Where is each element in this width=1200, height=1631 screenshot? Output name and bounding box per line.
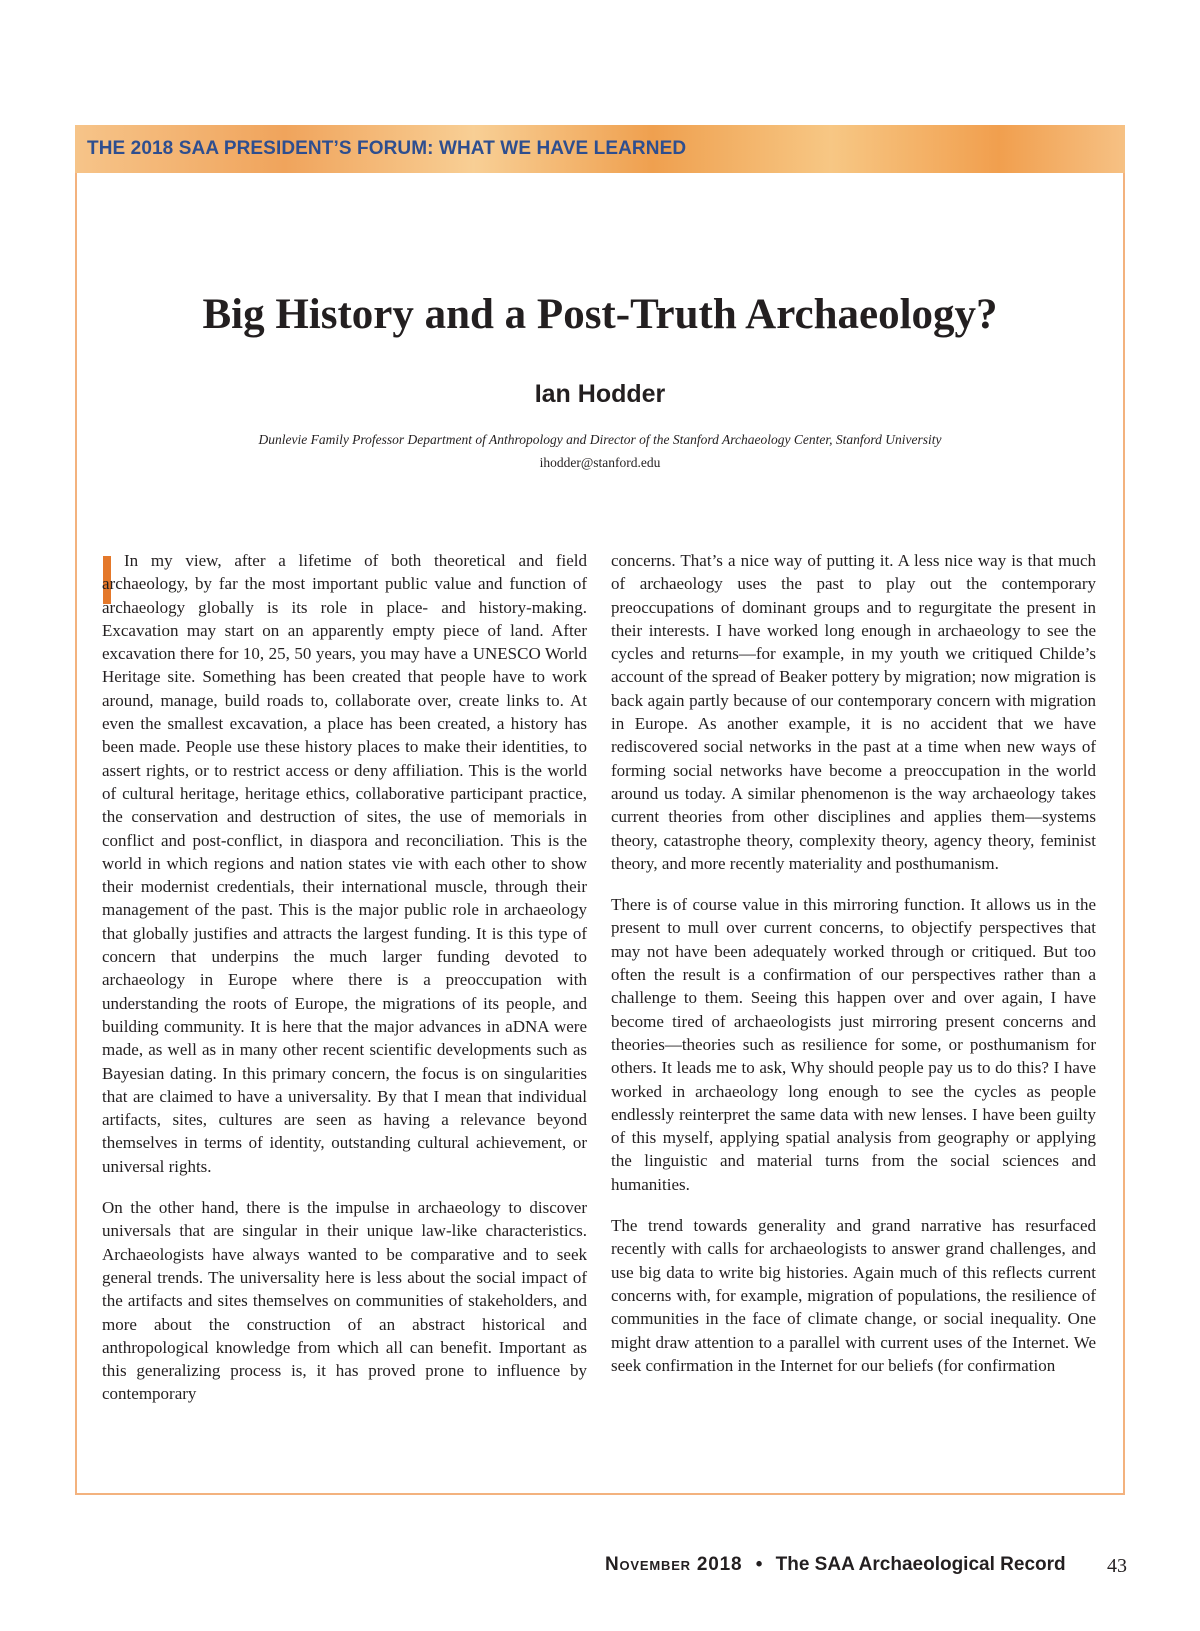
body-column-left <box>102 549 587 1424</box>
body-paragraph: In my view, after a lifetime of both theoretical and field archaeology, by far the most important public value and function of archaeology globally is its role in place- and history-making. Excavation may start on an apparently empty piece of land. After excavation there for 10, 25, 50 years, you may have a UNESCO World Heritage site. Something has been created that people have to work around, manage, build roads to, collaborate over, create links to. At even the smallest excavation, a place has been created, a history has been made. People use these history places to make their identities, to assert rights, or to restrict access or deny affiliation. This is the world of cultural heritage, heritage ethics, collaborative participant practice, the conservation and destruction of sites, the use of memorials in conflict and post-conflict, in diaspora and reconciliation. This is the world in which regions and nation states vie with each other to show their modernist credentials, their international muscle, through their management of the past. This is the major public role in archaeology that globally justifies and attracts the largest funding. It is this type of concern that underpins the much larger funding devoted to archaeology in Europe where there is a preoccupation with understanding the roots of Europe, the migrations of its people, and building community. It is here that the major advances in aDNA were made, as well as in many other recent scientific developments such as Bayesian dating. In this primary concern, the focus is on singularities that are claimed to have a universality. By that I mean that individual artifacts, sites, cultures are seen as having a relevance beyond themselves in terms of identity, outstanding cultural achievement, or universal rights. <box>102 551 587 1176</box>
journal-name: The SAA Archaeological Record <box>775 1554 1066 1575</box>
series-banner <box>75 125 1125 173</box>
series-title: THE 2018 SAA PRESIDENT’S FORUM: WHAT WE HAVE LEARNED <box>87 138 687 159</box>
body-paragraph: concerns. That’s a nice way of putting it. A less nice way is that much of archaeology uses the past to play out the contemporary preoccupations of dominant groups and to regurgitate the present in their interests. I have worked long enough in archaeology to see the cycles and returns—for example, in my youth we critiqued Childe’s account of the spread of Beaker pottery by migration; now migration is back again partly because of our contemporary concern with migration in Europe. As another example, it is no accident that we have rediscovered social networks in the past at a time when new ways of forming social networks have become a preoccupation in the world around us today. A similar phenomenon is the way archaeology takes current theories from other disciplines and applies them—systems theory, catastrophe theory, complexity theory, agency theory, feminist theory, and more recently materiality and posthumanism. <box>611 551 1096 873</box>
article-title: Big History and a Post-Truth Archaeology? <box>202 291 998 338</box>
page-number: 43 <box>1107 1555 1127 1577</box>
body-paragraph: The trend towards generality and grand narrative has resurfaced recently with calls for archaeologists to answer grand challenges, and use big data to write big histories. Again much of this reflects current concerns with, for example, migration of populations, the resilience of communities in the face of climate change, or social inequality. One might draw attention to a parallel with current uses of the Internet. We seek confirmation in the Internet for our beliefs (for confirmation <box>611 1216 1096 1375</box>
footer-bullet: • <box>755 1554 763 1575</box>
body-column-right <box>611 549 1096 1395</box>
author-name: Ian Hodder <box>534 380 666 408</box>
body-paragraph: On the other hand, there is the impulse in archaeology to discover universals that are singular in their unique law-like characteristics. Archaeologists have always wanted to be comparative and to seek general trends. The universality here is less about the social impact of the artifacts and sites themselves on communities of stakeholders, and more about the construction of an abstract historical and anthropological knowledge from which all can benefit. Important as this generalizing process is, it has proved prone to influence by contemporary <box>102 1198 587 1404</box>
author-email: ihodder@stanford.edu <box>539 455 661 470</box>
body-paragraph: There is of course value in this mirroring function. It allows us in the present to mull over current concerns, to objectify perspectives that may not have been adequately worked through or critiqued. But too often the result is a confirmation of our perspectives rather than a challenge to them. Seeing this happen over and over again, I have become tired of archaeologists just mirroring present concerns and theories—theories such as resilience for some, or posthumanism for others. It leads me to ask, Why should people pay us to do this? I have worked in archaeology long enough to see the cycles as people endlessly reinterpret the same data with new lenses. I have been guilty of this myself, applying spatial analysis from geography or applying the linguistic and material turns from the social sciences and humanities. <box>611 895 1096 1194</box>
issue-date: November 2018 <box>605 1554 743 1575</box>
running-footer <box>605 1554 1066 1576</box>
author-affiliation: Dunlevie Family Professor Department of Anthropology and Director of the Stanford Archaeology Center, Stanford University <box>258 432 942 447</box>
